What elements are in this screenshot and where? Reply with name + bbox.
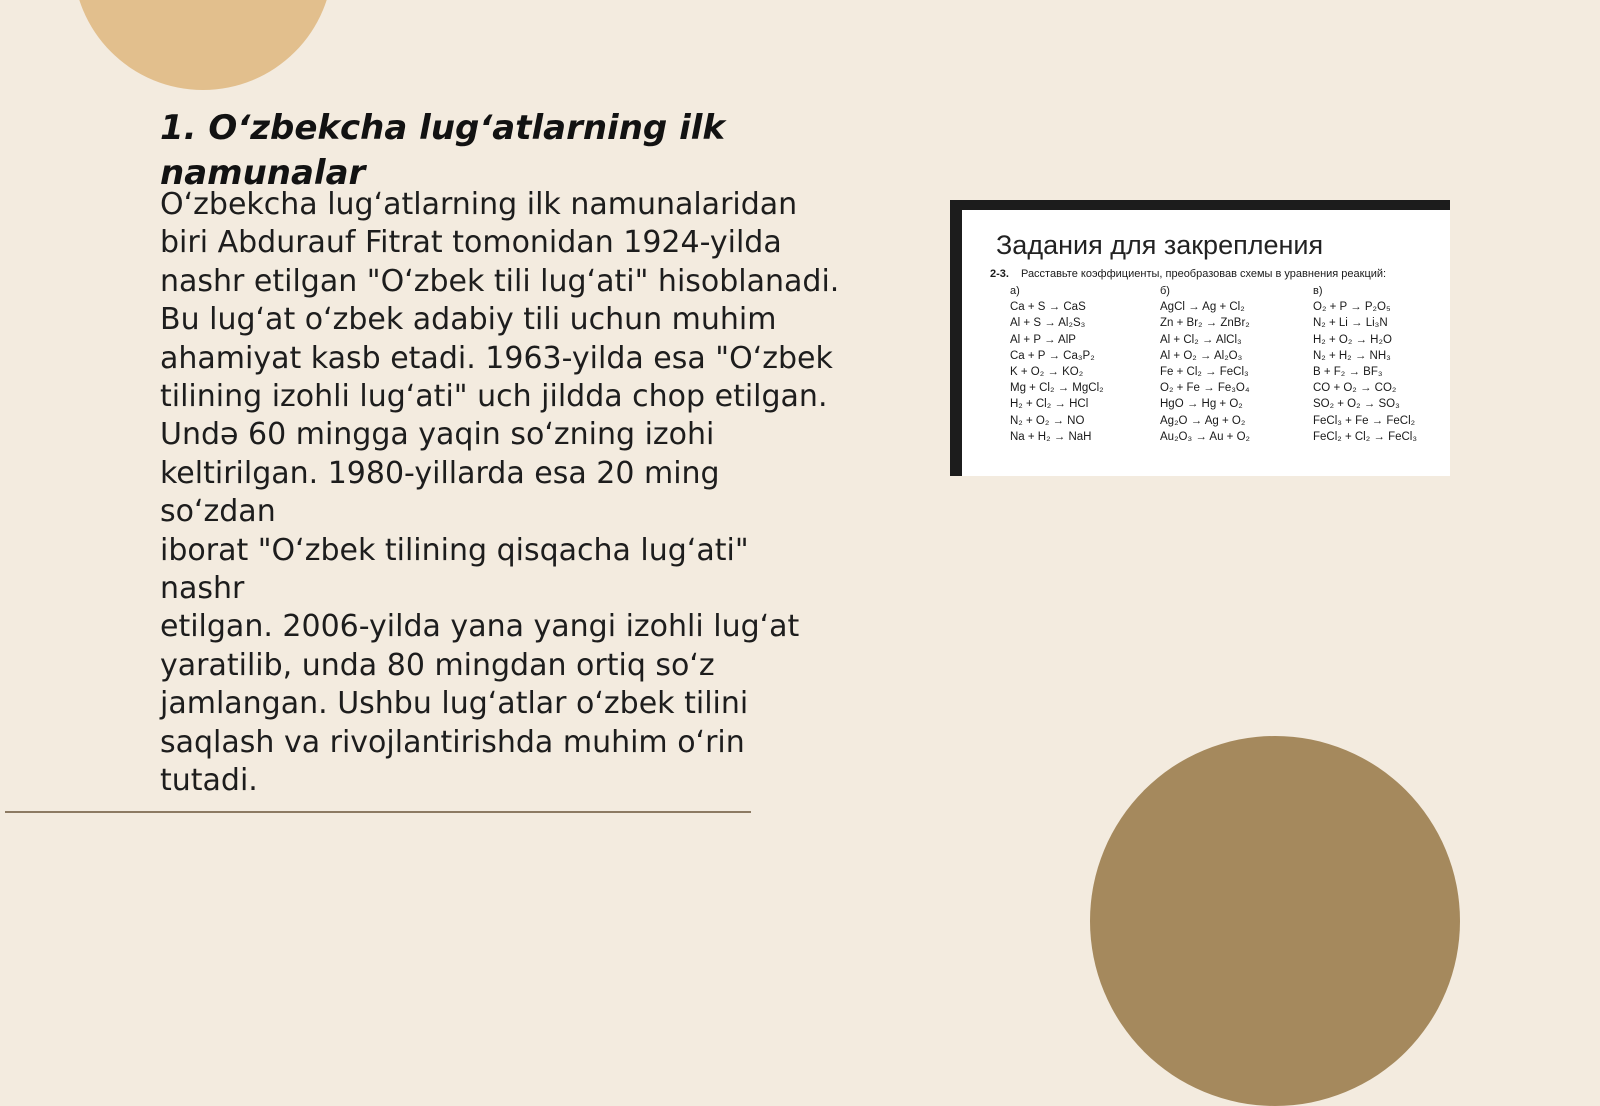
body-line: ahamiyat kasb etadi. 1963-yilda esa "O‘zbek [160, 340, 833, 376]
column-label: в) [1313, 285, 1323, 297]
equation: N₂ + H₂ → NH₃ [1313, 349, 1391, 362]
slide-body [160, 186, 840, 801]
slide-title [160, 106, 760, 196]
equation: AgCl → Ag + Cl₂ [1160, 301, 1245, 314]
equation: Au₂O₃ → Au + O₂ [1160, 430, 1250, 443]
body-line: Undə 60 mingga yaqin so‘zning izohi [160, 417, 715, 453]
body-line: O‘zbekcha lug‘atlarning ilk namunalaridan [160, 187, 798, 222]
equation: K + O₂ → KO₂ [1010, 366, 1084, 379]
image-heading: Задания для закрепления [996, 230, 1324, 260]
equation: FeCl₃ + Fe → FeCl₂ [1313, 414, 1416, 427]
body-line: Bu lug‘at o‘zbek adabiy tili uchun muhim [160, 302, 777, 338]
title-line: 1. O‘zbekcha lug‘atlarning ilk [160, 108, 726, 148]
equation: Ca + P → Ca₃P₂ [1010, 349, 1095, 362]
equation: Al + Cl₂ → AlCl₃ [1160, 333, 1242, 346]
column-label: б) [1160, 285, 1170, 297]
equation: Al + P → AlP [1010, 333, 1076, 346]
equation: FeCl₂ + Cl₂ → FeCl₃ [1313, 430, 1418, 443]
body-line: iborat "O‘zbek tilining qisqacha lug‘ati" nashr [160, 532, 749, 607]
equation-column-c [1313, 283, 1417, 445]
equation: Ag₂O → Ag + O₂ [1160, 414, 1246, 427]
equation-column-b [1160, 283, 1250, 445]
body-line: saqlash va rivojlantirishda muhim o‘rin [160, 724, 745, 760]
decorative-circle-top [73, 0, 333, 90]
equation: H₂ + O₂ → H₂O [1313, 333, 1392, 346]
equation: Ca + S → CaS [1010, 301, 1086, 314]
equation: O₂ + Fe → Fe₃O₄ [1160, 382, 1250, 395]
body-line: tutadi. [160, 763, 258, 799]
horizontal-rule [5, 811, 751, 813]
equation: Al + S → Al₂S₃ [1010, 317, 1086, 330]
equation: N₂ + O₂ → NO [1010, 414, 1085, 427]
decorative-circle-bottom [1090, 736, 1460, 1106]
task-instruction [990, 268, 1386, 280]
body-line: nashr etilgan "O‘zbek tili lug‘ati" hisoblanadi. [160, 263, 840, 299]
equation: Al + O₂ → Al₂O₃ [1160, 349, 1243, 362]
column-label: а) [1010, 285, 1020, 297]
equation: N₂ + Li → Li₃N [1313, 317, 1388, 330]
body-line: etilgan. 2006-yilda yana yangi izohli lug‘at [160, 609, 800, 645]
body-line: keltirilgan. 1980-yillarda esa 20 ming so‘zdan [160, 455, 720, 530]
equation: CO + O₂ → CO₂ [1313, 382, 1397, 395]
equation: H₂ + Cl₂ → HCl [1010, 398, 1089, 411]
task-number: 2-3. [990, 268, 1009, 280]
equation: SO₂ + O₂ → SO₃ [1313, 398, 1400, 411]
equation: O₂ + P → P₂O₅ [1313, 301, 1391, 314]
body-line: jamlangan. Ushbu lug‘atlar o‘zbek tilini [160, 686, 749, 722]
body-line: yaratilib, unda 80 mingdan ortiq so‘z [160, 647, 715, 683]
body-line: biri Abdurauf Fitrat tomonidan 1924-yilda [160, 225, 782, 261]
body-line: tilining izohli lug‘ati" uch jildda chop etilgan. [160, 379, 828, 415]
exercise-image [950, 200, 1450, 476]
equation: Mg + Cl₂ → MgCl₂ [1010, 382, 1104, 395]
equation: B + F₂ → BF₃ [1313, 366, 1383, 379]
equation: Fe + Cl₂ → FeCl₃ [1160, 366, 1249, 379]
task-text: Расставьте коэффициенты, преобразовав схемы в уравнения реакций: [1020, 268, 1387, 280]
equation-column-a [1010, 283, 1104, 445]
equation: HgO → Hg + O₂ [1160, 398, 1243, 411]
title-line: namunalar [160, 153, 366, 193]
equation: Zn + Br₂ → ZnBr₂ [1160, 317, 1250, 330]
equation: Na + H₂ → NaH [1010, 430, 1092, 443]
